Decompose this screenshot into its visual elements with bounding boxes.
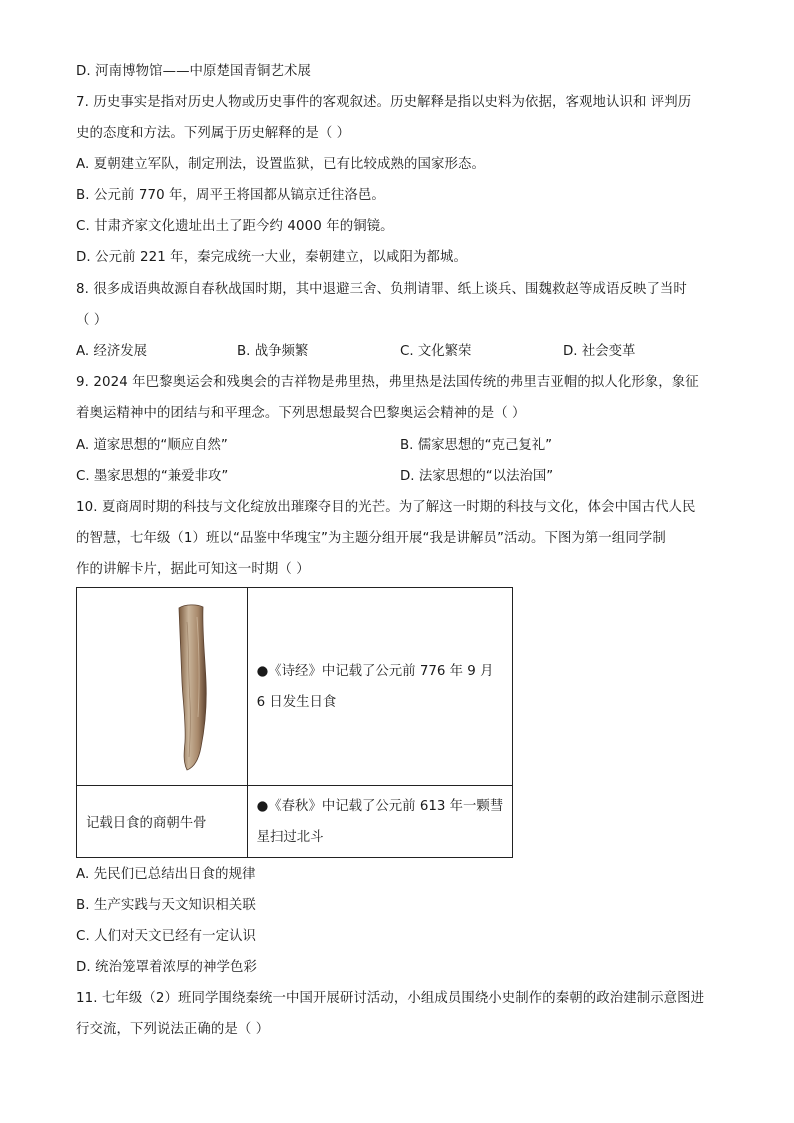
q8-option-b: B. 战争频繁 [237,344,309,359]
q9-stem-line-1: 9. 2024 年巴黎奥运会和残奥会的吉祥物是弗里热，弗里热是法国传统的弗里吉亚帽的拟人化形象，象征 [76,375,699,390]
q7-stem-line-1: 7. 历史事实是指对历史人物或历史事件的客观叙述。历史解释是指以史料为依据，客观地认识和 评判历 [76,95,692,110]
q9-option-b: B. 儒家思想的“克己复礼” [400,438,553,453]
q10-option-b: B. 生产实践与天文知识相关联 [76,898,256,913]
q6-option-d: D. 河南博物馆——中原楚国青铜艺术展 [76,64,311,79]
q10-stem-line-2: 的智慧，七年级（1）班以“品鉴中华瑰宝”为主题分组开展“我是讲解员”活动。下图为第一组同学制 [76,531,666,546]
card-note-2: ●《春秋》中记载了公元前 613 年一颗彗星扫过北斗 [256,798,504,845]
q8-option-d: D. 社会变革 [563,344,636,359]
q10-stem-line-1: 10. 夏商周时期的科技与文化绽放出璀璨夺目的光芒。为了解这一时期的科技与文化，体会中国古代人民 [76,500,696,515]
q11-stem-line-1: 11. 七年级（2）班同学围绕秦统一中国开展研讨活动，小组成员围绕小史制作的秦朝的政治建制示意图进 [76,991,705,1006]
q8-stem-line-1: 8. 很多成语典故源自春秋战国时期，其中退避三舍、负荆请罪、纸上谈兵、围魏救赵等成语反映了当时 [76,282,687,297]
card-note-1: ●《诗经》中记载了公元前 776 年 9 月 6 日发生日食 [256,663,494,710]
card-caption: 记载日食的商朝牛骨 [86,816,207,831]
q9-option-d: D. 法家思想的“以法治国” [400,469,554,484]
q7-option-d: D. 公元前 221 年，秦完成统一大业，秦朝建立，以咸阳为都城。 [76,250,467,265]
q9-option-a: A. 道家思想的“顺应自然” [76,438,228,453]
q7-option-c: C. 甘肃齐家文化遗址出土了距今约 4000 年的铜镜。 [76,219,394,234]
q9-stem-line-2: 着奥运精神中的团结与和平理念。下列思想最契合巴黎奥运会精神的是（ ） [76,406,526,421]
q10-option-d: D. 统治笼罩着浓厚的神学色彩 [76,960,258,975]
q10-stem-line-3: 作的讲解卡片，据此可知这一时期（ ） [76,562,310,577]
explanation-card-table [76,587,513,858]
q7-option-b: B. 公元前 770 年，周平王将国都从镐京迁往洛邑。 [76,188,385,203]
note-cell-2 [247,786,512,858]
q7-option-a: A. 夏朝建立军队，制定刑法，设置监狱，已有比较成熟的国家形态。 [76,157,485,172]
oracle-bone-image-cell [77,588,248,786]
note-cell-1 [247,588,512,786]
q11-stem-line-2: 行交流，下列说法正确的是（ ） [76,1022,270,1037]
ox-bone-image [175,602,209,772]
q9-option-c: C. 墨家思想的“兼爱非攻” [76,469,229,484]
caption-cell [77,786,248,858]
q8-stem-line-2: （ ） [76,313,108,328]
q8-option-c: C. 文化繁荣 [400,344,472,359]
q7-stem-line-2: 史的态度和方法。下列属于历史解释的是（ ） [76,126,351,141]
q8-option-a: A. 经济发展 [76,344,147,359]
q10-option-a: A. 先民们已总结出日食的规律 [76,867,256,882]
q10-option-c: C. 人们对天文已经有一定认识 [76,929,257,944]
